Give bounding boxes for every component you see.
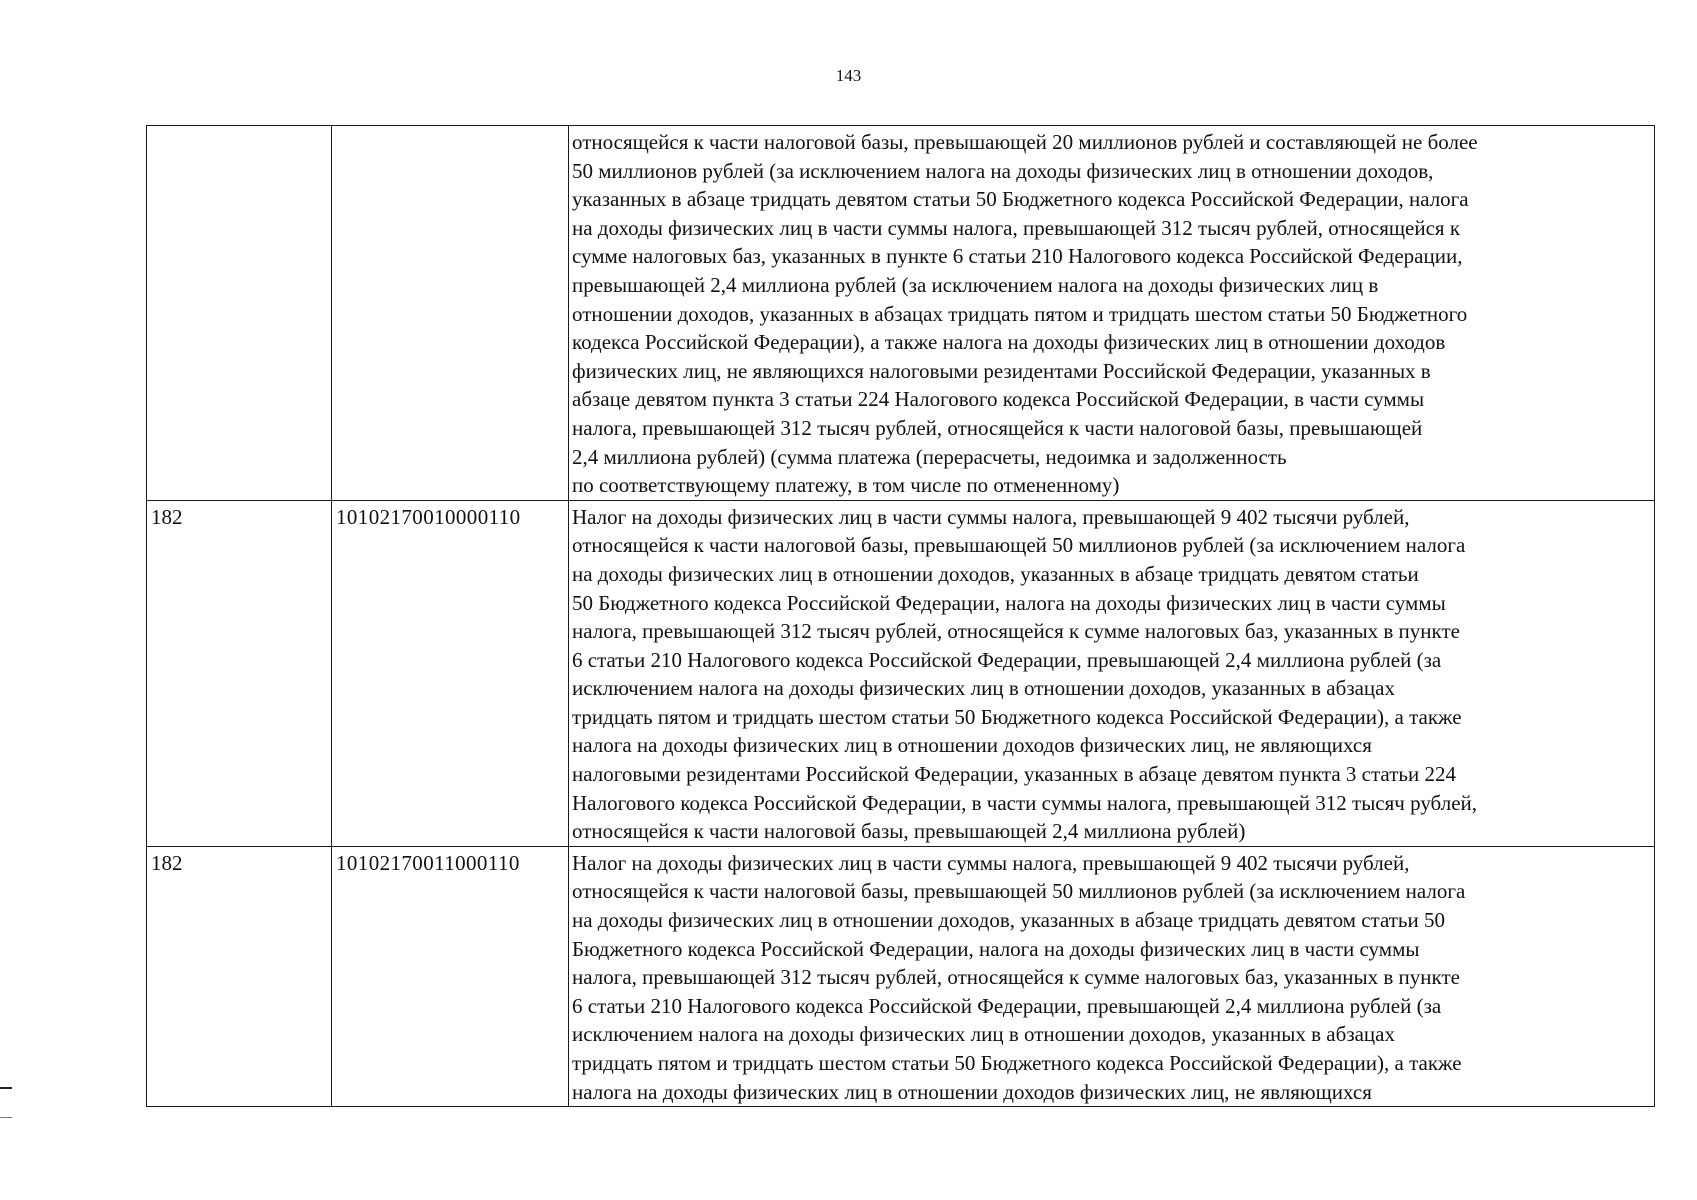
description-line: относящейся к части налоговой базы, превышающей 50 миллионов рублей (за исключением налога [572, 879, 1466, 904]
description-line: налога, превышающей 312 тысяч рублей, относящейся к сумме налоговых баз, указанных в пункте [572, 619, 1460, 644]
kbk-code-cell: 10102170010000110 [332, 500, 569, 846]
description-line: Налог на доходы физических лиц в части суммы налога, превышающей 9 402 тысячи рублей, [572, 504, 1410, 529]
budget-codes-table [146, 125, 1655, 1107]
description-line: 2,4 миллиона рублей) (сумма платежа (перерасчеты, недоимка и задолженность [572, 444, 1287, 469]
description-cell [569, 500, 1655, 846]
scan-edge-mark [0, 1087, 12, 1089]
kbk-code-cell [332, 126, 569, 501]
description-line: относящейся к части налоговой базы, превышающей 50 миллионов рублей (за исключением налога [572, 533, 1466, 558]
description-cell [569, 126, 1655, 501]
description-line: налоговыми резидентами Российской Федерации, указанных в абзаце девятом пункта 3 статьи 224 [572, 762, 1456, 787]
description-line: налога на доходы физических лиц в отношении доходов физических лиц, не являющихся [572, 1079, 1372, 1104]
description-line: налога, превышающей 312 тысяч рублей, относящейся к части налоговой базы, превышающей [572, 415, 1423, 440]
admin-code-cell [147, 126, 332, 501]
admin-code-cell: 182 [147, 846, 332, 1106]
description-line: превышающей 2,4 миллиона рублей (за исключением налога на доходы физических лиц в [572, 272, 1379, 297]
description-line: по соответствующему платежу, в том числе по отмененному) [572, 473, 1120, 498]
description-line: 6 статьи 210 Налогового кодекса Российской Федерации, превышающей 2,4 миллиона рублей (за [572, 647, 1442, 672]
description-line: 6 статьи 210 Налогового кодекса Российской Федерации, превышающей 2,4 миллиона рублей (за [572, 993, 1442, 1018]
description-line: физических лиц, не являющихся налоговыми резидентами Российской Федерации, указанных в [572, 358, 1431, 383]
description-line: тридцать пятом и тридцать шестом статьи 50 Бюджетного кодекса Российской Федерации), а также [572, 704, 1462, 729]
description-line: указанных в абзаце тридцать девятом статьи 50 Бюджетного кодекса Российской Федерации, налога [572, 187, 1469, 212]
description-line: относящейся к части налоговой базы, превышающей 2,4 миллиона рублей) [572, 819, 1246, 844]
table-row [147, 500, 1655, 846]
description-line: относящейся к части налоговой базы, превышающей 20 миллионов рублей и составляющей не более [572, 130, 1478, 154]
description-line: исключением налога на доходы физических лиц в отношении доходов, указанных в абзацах [572, 1022, 1395, 1047]
description-line: 50 миллионов рублей (за исключением налога на доходы физических лиц в отношении доходов, [572, 158, 1434, 183]
description-line: налога на доходы физических лиц в отношении доходов физических лиц, не являющихся [572, 733, 1372, 758]
table-row [147, 846, 1655, 1106]
kbk-code-cell: 10102170011000110 [332, 846, 569, 1106]
description-line: Налог на доходы физических лиц в части суммы налога, превышающей 9 402 тысячи рублей, [572, 850, 1410, 875]
description-line: Налогового кодекса Российской Федерации, в части суммы налога, превышающей 312 тысяч рублей, [572, 790, 1477, 815]
description-line: на доходы физических лиц в отношении доходов, указанных в абзаце тридцать девятом статьи [572, 561, 1419, 586]
admin-code-cell: 182 [147, 500, 332, 846]
description-line: исключением налога на доходы физических лиц в отношении доходов, указанных в абзацах [572, 676, 1395, 701]
description-line: кодекса Российской Федерации), а также налога на доходы физических лиц в отношении доходов [572, 330, 1446, 355]
description-line: абзаце девятом пункта 3 статьи 224 Налогового кодекса Российской Федерации, в части суммы [572, 387, 1425, 412]
description-line: отношении доходов, указанных в абзацах тридцать пятом и тридцать шестом статьи 50 Бюджетного [572, 301, 1468, 326]
table-row [147, 126, 1655, 501]
description-line: на доходы физических лиц в отношении доходов, указанных в абзаце тридцать девятом статьи 50 [572, 908, 1445, 933]
description-line: сумме налоговых баз, указанных в пункте 6 статьи 210 Налогового кодекса Российской Федерации, [572, 244, 1463, 269]
description-line: Бюджетного кодекса Российской Федерации, налога на доходы физических лиц в части суммы [572, 936, 1420, 961]
page-number: 143 [835, 66, 862, 85]
description-cell [569, 846, 1655, 1106]
description-line: 50 Бюджетного кодекса Российской Федерации, налога на доходы физических лиц в части суммы [572, 590, 1446, 615]
description-line: налога, превышающей 312 тысяч рублей, относящейся к сумме налоговых баз, указанных в пункте [572, 965, 1460, 990]
description-line: тридцать пятом и тридцать шестом статьи 50 Бюджетного кодекса Российской Федерации), а также [572, 1051, 1462, 1075]
scan-edge-mark [0, 1117, 12, 1118]
description-line: на доходы физических лиц в части суммы налога, превышающей 312 тысяч рублей, относящейся к [572, 215, 1461, 240]
